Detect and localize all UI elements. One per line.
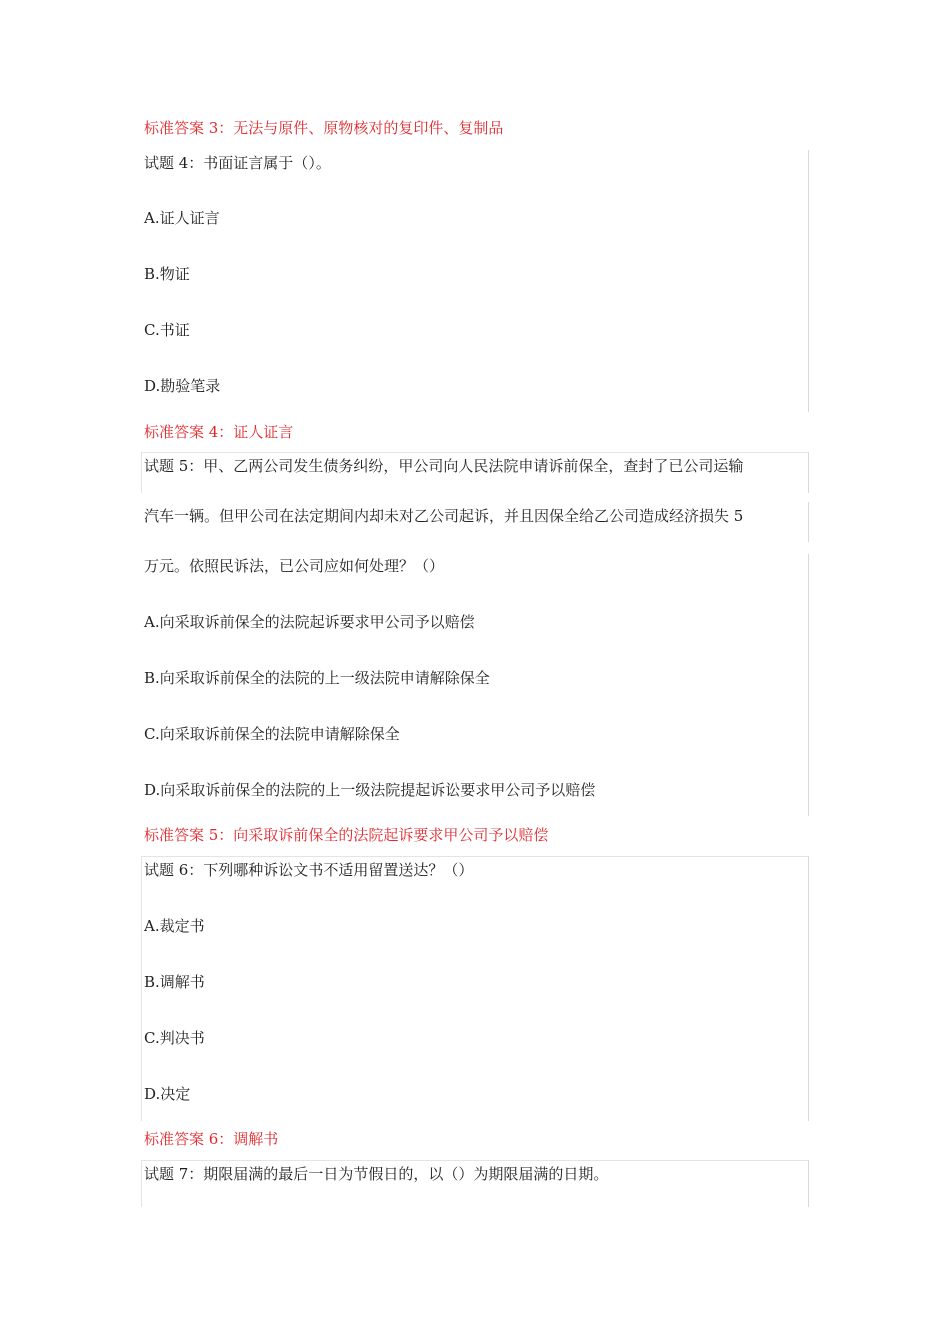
question-4-stem: 试题 4：书面证言属于（）。 bbox=[144, 154, 331, 172]
question-5-option-b: B.向采取诉前保全的法院的上一级法院申请解除保全 bbox=[144, 669, 490, 687]
question-5-option-d: D.向采取诉前保全的法院的上一级法院提起诉讼要求甲公司予以赔偿 bbox=[144, 781, 596, 799]
question-4-option-b: B.物证 bbox=[144, 265, 190, 283]
question-7-stem: 试题 7：期限届满的最后一日为节假日的，以（）为期限届满的日期。 bbox=[144, 1165, 609, 1183]
answer-5: 标准答案 5：向采取诉前保全的法院起诉要求甲公司予以赔偿 bbox=[144, 826, 549, 844]
question-5-stem-line-1: 试题 5：甲、乙两公司发生债务纠纷，甲公司向人民法院申请诉前保全，查封了已公司运输 bbox=[144, 457, 744, 475]
answer-4: 标准答案 4：证人证言 bbox=[144, 423, 294, 441]
question-6-option-c: C.判决书 bbox=[144, 1029, 205, 1047]
question-6-option-d: D.决定 bbox=[144, 1085, 191, 1103]
question-4-box bbox=[141, 150, 809, 412]
question-5-option-a: A.向采取诉前保全的法院起诉要求甲公司予以赔偿 bbox=[144, 613, 475, 631]
answer-3: 标准答案 3：无法与原件、原物核对的复印件、复制品 bbox=[144, 119, 504, 137]
question-6-stem: 试题 6：下列哪种诉讼文书不适用留置送达？（） bbox=[144, 861, 474, 879]
question-5-stem-line-2: 汽车一辆。但甲公司在法定期间内却未对乙公司起诉，并且因保全给乙公司造成经济损失 5 bbox=[144, 507, 744, 525]
question-4-option-c: C.书证 bbox=[144, 321, 190, 339]
question-5-stem-line-3: 万元。依照民诉法，已公司应如何处理？（） bbox=[144, 557, 445, 575]
question-5-option-c: C.向采取诉前保全的法院申请解除保全 bbox=[144, 725, 400, 743]
question-6-box bbox=[141, 856, 809, 1121]
question-4-option-d: D.勘验笔录 bbox=[144, 377, 221, 395]
question-6-option-a: A.裁定书 bbox=[144, 917, 205, 935]
question-4-option-a: A.证人证言 bbox=[144, 209, 220, 227]
answer-6: 标准答案 6：调解书 bbox=[144, 1130, 279, 1148]
question-6-option-b: B.调解书 bbox=[144, 973, 205, 991]
